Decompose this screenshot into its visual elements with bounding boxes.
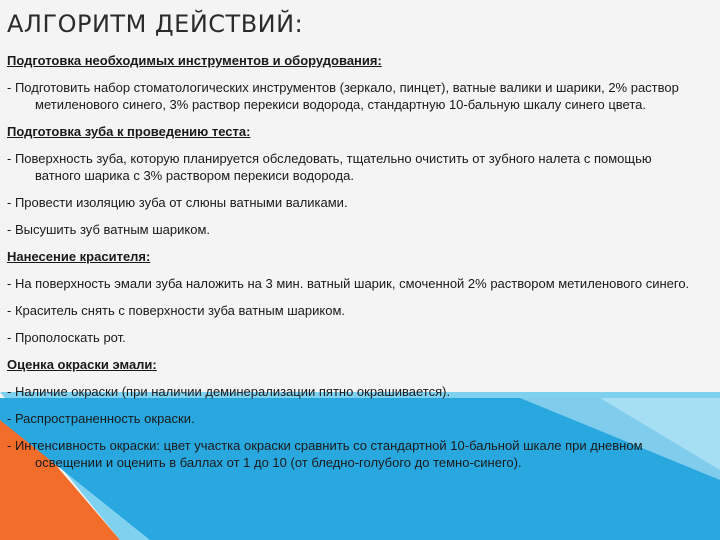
list-item: - Краситель снять с поверхности зуба ватным шариком. (7, 303, 346, 318)
list-item: - Интенсивность окраски: цвет участка окраски сравнить со стандартной 10-бальной шкале при дневном освещении и оценить в баллах от 1 до 10 (от бледно-голубого до темно-синего). (7, 438, 643, 470)
section-heading: Подготовка необходимых инструментов и оборудования: (7, 53, 382, 68)
list-item: - Распространенность окраски. (7, 411, 195, 426)
section-tooth-preparation (7, 123, 697, 238)
section-preparation-tools (7, 52, 697, 113)
section-heading: Подготовка зуба к проведению теста: (7, 124, 251, 139)
list-item: - Прополоскать рот. (7, 330, 126, 345)
list-item: - Провести изоляцию зуба от слюны ватными валиками. (7, 195, 348, 210)
section-dye-application (7, 248, 697, 346)
list-item: - На поверхность эмали зуба наложить на 3 мин. ватный шарик, смоченной 2% раствором метиленового синего. (7, 276, 690, 291)
section-enamel-staining-assessment (7, 356, 697, 471)
algorithm-text (7, 52, 697, 481)
section-heading: Оценка окраски эмали: (7, 357, 157, 372)
list-item: - Высушить зуб ватным шариком. (7, 222, 210, 237)
list-item: - Подготовить набор стоматологических инструментов (зеркало, пинцет), ватные валики и шарики, 2% раствор метиленового синего, 3% раствор перекиси водорода, стандартную 10-бальную шкалу синего цвета. (7, 80, 679, 112)
list-item: - Поверхность зуба, которую планируется обследовать, тщательно очистить от зубного налета с помощью ватного шарика с 3% раствором перекиси водорода. (7, 151, 652, 183)
section-heading: Нанесение красителя: (7, 249, 151, 264)
slide-title: АЛГОРИТМ ДЕЙСТВИЙ: (7, 10, 304, 38)
list-item: - Наличие окраски (при наличии деминерализации пятно окрашивается). (7, 384, 451, 399)
